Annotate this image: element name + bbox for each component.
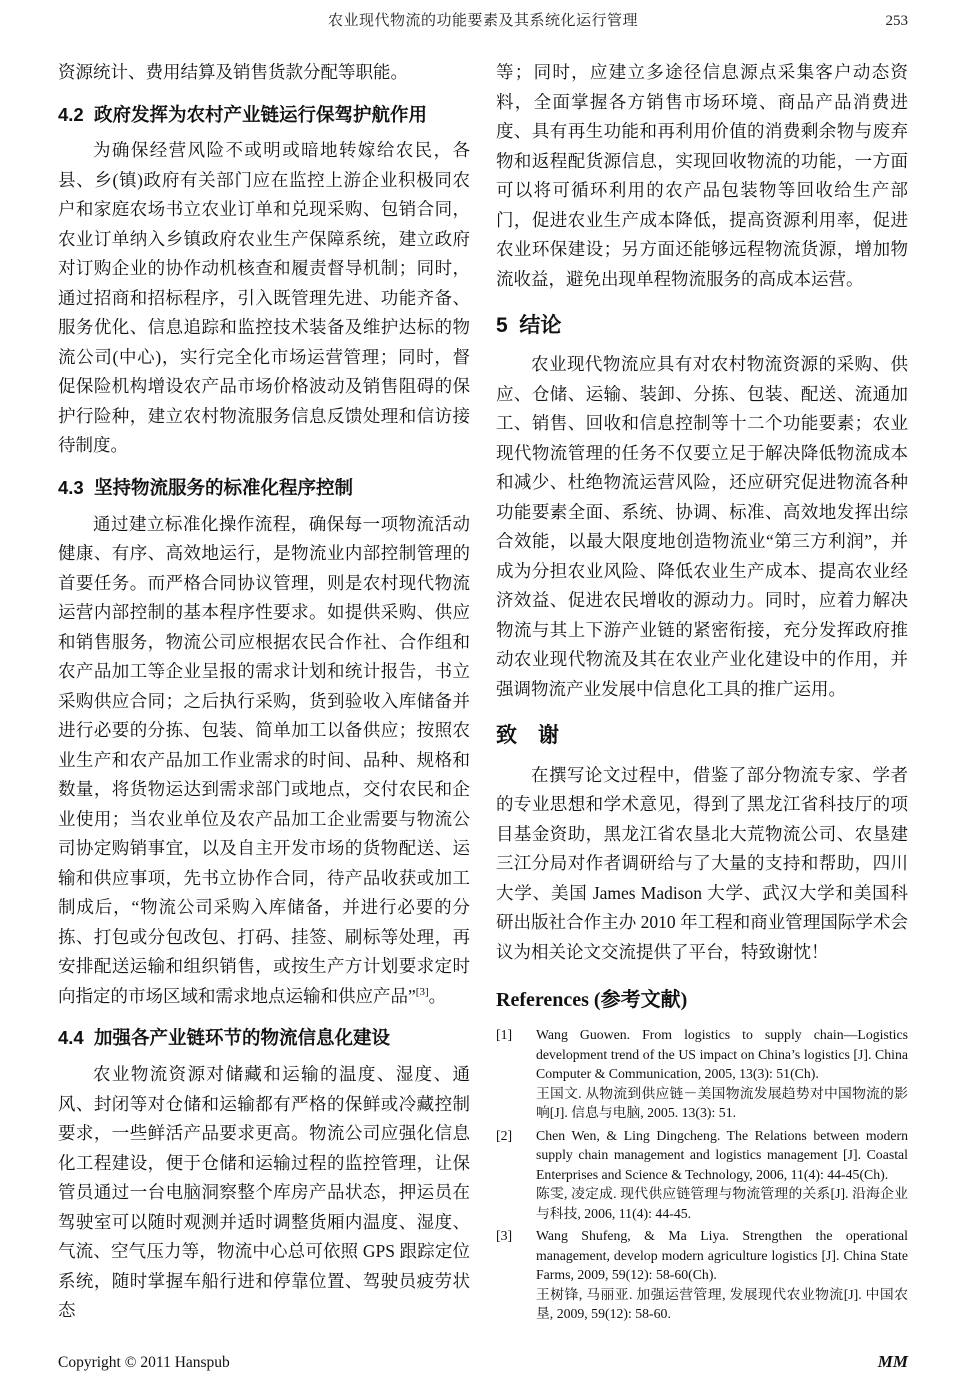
- copyright-text: Copyright © 2011 Hanspub: [58, 1354, 230, 1371]
- section-4-2-paragraph: 为确保经营风险不或明或暗地转嫁给农民，各县、乡(镇)政府有关部门应在监控上游企业积极同农户和家庭农场书立农业订单和兑现采购、包销合同，农业订单纳入乡镇政府农业生产保障系统，建立政府对订购企业的协作动机核查和履责督导机制；同时，通过招商和招标程序，引入既管理先进、功能齐备、服务优化、信息追踪和监控技术装备及维护达标的物流公司(中心)，实行完全化市场运营管理；同时，督促保险机构增设农产品市场价格波动及销售阻碍的保护行险种，建立农村物流服务信息反馈处理和信访接待制度。: [58, 140, 470, 456]
- continued-paragraph: 资源统计、费用结算及销售货款分配等职能。: [58, 62, 408, 82]
- conclusion-paragraph: 农业现代物流应具有对农村物流资源的采购、供应、仓储、运输、装卸、分拣、包装、配送、流通加工、销售、回收和信息控制等十二个功能要素；农业现代物流管理的任务不仅要立足于解决降低物流成本和减少、杜绝物流运营风险，还应研究促进物流各种功能要素全面、系统、协调、标准、高效地发挥出综合效能，以最大限度地创造物流业“第三方利润”，并成为分担农业风险、降低农业生产成本、提高农业经济效益、促进农民增收的源动力。同时，应着力解决物流与其上下游产业链的紧密衔接，充分发挥政府推动农业现代物流及其在农业产业化建设中的作用，并强调物流产业发展中信息化工具的推广运用。: [496, 354, 908, 699]
- reference-label: [1]: [496, 1027, 513, 1043]
- section-heading-4-3: 4.3 坚持物流服务的标准化程序控制: [58, 476, 353, 498]
- two-column-body: [58, 58, 908, 1327]
- section-4-3-text-end: 。: [428, 985, 447, 1006]
- acknowledgement-paragraph: 在撰写论文过程中，借鉴了部分物流专家、学者的专业思想和学术意见，得到了黑龙江省科技厅的项目基金资助，黑龙江省农垦北大荒物流公司、农垦建三江分局对作者调研给与了大量的支持和帮助，四川大学、美国 James Madison 大学、武汉大学和美国科研出版社合作主办 2010 年工程和商业管理国际学术会议为相关论文交流提供了平台，特致谢忱！: [496, 764, 908, 962]
- running-header-title: 农业现代物流的功能要素及其系统化运行管理: [327, 13, 638, 29]
- left-column: [58, 58, 470, 1327]
- reference-text-en: Wang Guowen. From logistics to supply chain—Logistics development trend of the US impact on China’s logistics [J]. China Computer & Communication, 2005, 13(3): 51(Ch).: [536, 1027, 908, 1082]
- reference-text-cn: 陈雯, 凌定成. 现代供应链管理与物流管理的关系[J]. 沿海企业与科技, 2006, 11(4): 44-45.: [536, 1186, 908, 1221]
- section-heading-5-conclusion: 5 结论: [496, 314, 562, 337]
- journal-mark: MM: [877, 1352, 908, 1371]
- reference-text: [536, 1126, 908, 1224]
- reference-text-en: Wang Shufeng, & Ma Liya. Strengthen the operational management, develop modern agriculture logistics [J]. China State Farms, 2009, 59(12): 58-60(Ch).: [536, 1228, 908, 1283]
- reference-text-en: Chen Wen, & Ling Dingcheng. The Relations between modern supply chain management and logistics management [J]. Coastal Enterprises and Science & Technology, 2006, 11(4): 44-45(Ch).: [536, 1127, 908, 1182]
- reference-text-cn: 王树锋, 马丽亚. 加强运营管理, 发展现代农业物流[J]. 中国农垦, 2009, 59(12): 58-60.: [536, 1286, 908, 1322]
- section-heading-4-2: 4.2 政府发挥为农村产业链运行保驾护航作用: [58, 103, 427, 125]
- section-4-3-paragraph: [58, 510, 470, 1012]
- reference-label: [2]: [496, 1127, 513, 1143]
- right-column: [496, 58, 908, 1327]
- page-number: 253: [885, 13, 908, 29]
- reference-text-cn: 王国文. 从物流到供应链－美国物流发展趋势对中国物流的影响[J]. 信息与电脑, 2005. 13(3): 51.: [536, 1085, 908, 1121]
- references-heading: References (参考文献): [496, 989, 688, 1012]
- reference-item: [496, 1126, 908, 1224]
- running-header: [58, 8, 908, 34]
- section-4-4-paragraph: 农业物流资源对储藏和运输的温度、湿度、通风、封闭等对仓储和运输都有严格的保鲜或冷藏控制要求，一些鲜活产品要求更高。物流公司应强化信息化工程建设，便于仓储和运输过程的监控管理，让保管员通过一台电脑洞察整个库房产品状态，押运员在驾驶室可以随时观测并适时调整货厢内温度、湿度、气流、空气压力等，物流中心总可依照 GPS 跟踪定位系统，随时掌握车船行进和停靠位置、驾驶员疲劳状态: [58, 1064, 470, 1321]
- page-footer: [58, 1352, 908, 1372]
- reference-item: [496, 1025, 908, 1123]
- continued-paragraph-right: 等；同时，应建立多途径信息源点采集客户动态资料，全面掌握各方销售市场环境、商品产品消费进度、具有再生功能和再利用价值的消费剩余物与废弃物和返程配货源信息，实现回收物流的功能，一方面可以将可循环利用的农产品包装物等回收给生产部门，促进农业生产成本降低，提高资源利用率，促进农业环保建设；另方面还能够远程物流货源，增加物流收益，避免出现单程物流服务的高成本运营。: [496, 62, 908, 289]
- reference-text: [536, 1025, 908, 1123]
- reference-text: [536, 1226, 908, 1324]
- reference-list: [496, 1025, 908, 1324]
- reference-item: [496, 1226, 908, 1324]
- section-heading-4-4: 4.4 加强各产业链环节的物流信息化建设: [58, 1027, 390, 1049]
- citation-ref-3: [3]: [415, 986, 429, 999]
- acknowledgement-heading: 致 谢: [496, 724, 559, 748]
- section-4-3-text: 通过建立标准化操作流程，确保每一项物流活动健康、有序、高效地运行，是物流业内部控制管理的首要任务。而严格合同协议管理，则是农村现代物流运营内部控制的基本程序性要求。如提供采购、供应和销售服务，物流公司应根据农民合作社、合作组和农产品加工等企业呈报的需求计划和统计报告，书立采购供应合同；之后执行采购，货到验收入库储备并进行必要的分拣、包装、简单加工以备供应；按照农业生产和农产品加工作业需求的时间、品种、规格和数量，将货物运达到需求部门或地点，交付农民和企业使用；当农业单位及农产品加工企业需要与物流公司协定购销事宜，以及自主开发市场的货物配送、运输和供应事项，先书立协作合同，待产品收获或加工制成后，“物流公司采购入库储备，并进行必要的分拣、打包或分包改包、打码、挂签、刷标等处理，再安排配送运输和组织销售，或按生产方计划要求定时向指定的市场区域和需求地点运输和供应产品”: [58, 513, 470, 1006]
- reference-label: [3]: [496, 1228, 513, 1244]
